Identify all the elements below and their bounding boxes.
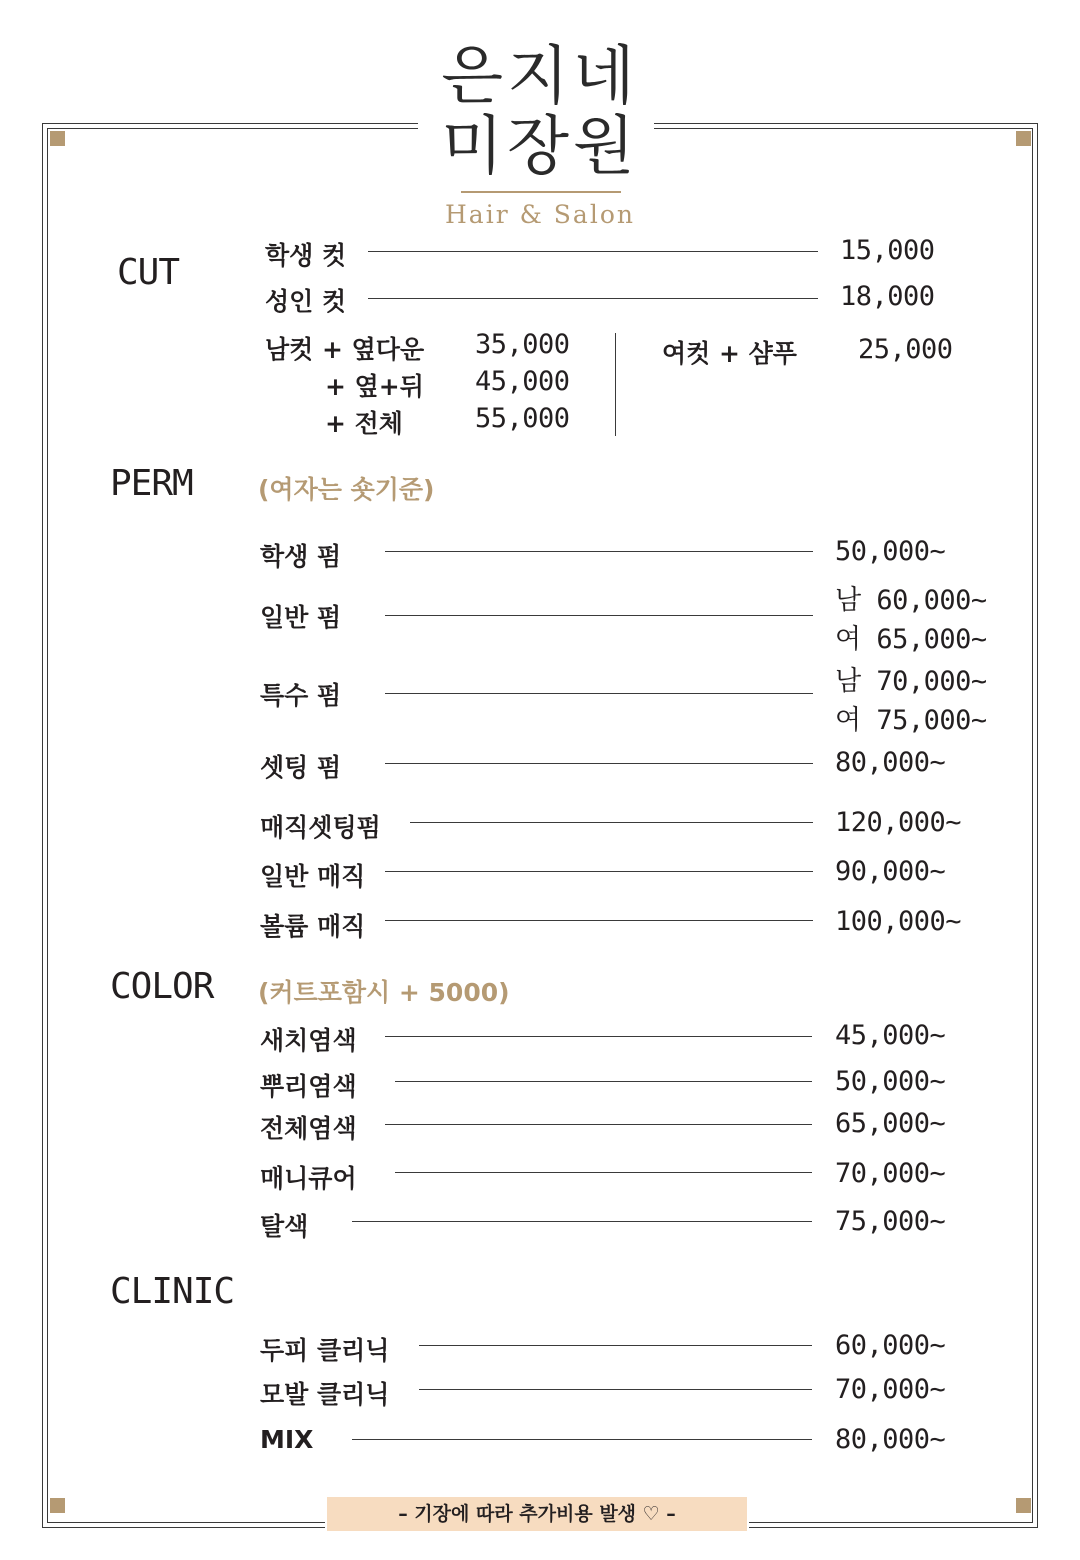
cut-men-side-price: 45,000 <box>475 366 570 397</box>
title-divider <box>461 191 621 193</box>
perm-item-price: 90,000~ <box>835 856 946 887</box>
clinic-item-price: 60,000~ <box>835 1330 946 1361</box>
leader-line <box>385 1036 812 1037</box>
clinic-item-price: 70,000~ <box>835 1374 946 1405</box>
section-heading-clinic: CLINIC <box>110 1271 235 1312</box>
clinic-item-label: 두피 클리닉 <box>260 1336 390 1365</box>
corner-ornament-bottom-left <box>50 1498 65 1513</box>
perm-item-price-male: 남 60,000~ <box>835 585 987 616</box>
salon-name-line2: 미장원 <box>441 110 639 184</box>
cut-men-all-label: + 전체 <box>325 409 403 438</box>
perm-item-price: 80,000~ <box>835 747 946 778</box>
perm-item-label: 특수 펌 <box>260 681 342 710</box>
color-note: (커트포함시 + 5000) <box>258 978 510 1007</box>
cut-men-side-label: + 옆+뒤 <box>325 372 424 401</box>
color-item-price: 75,000~ <box>835 1206 946 1237</box>
perm-item-price-male: 남 70,000~ <box>835 666 987 697</box>
leader-line <box>395 1172 812 1173</box>
leader-line <box>385 871 813 872</box>
perm-item-label: 볼륨 매직 <box>260 912 366 941</box>
color-item-price: 45,000~ <box>835 1020 946 1051</box>
salon-name-line1: 은지네 <box>441 40 639 114</box>
perm-item-label: 매직셋팅펌 <box>260 813 381 842</box>
perm-item-price: 100,000~ <box>835 906 962 937</box>
salon-subtitle: Hair & Salon <box>445 200 635 229</box>
section-heading-perm: PERM <box>110 463 193 504</box>
leader-line <box>385 693 813 694</box>
color-item-price: 65,000~ <box>835 1108 946 1139</box>
leader-line <box>385 763 813 764</box>
cut-women-price: 25,000 <box>858 334 953 365</box>
clinic-item-label: 모발 클리닉 <box>260 1380 390 1409</box>
perm-item-price-female: 여 65,000~ <box>835 624 987 655</box>
perm-item-label: 셋팅 펌 <box>260 753 342 782</box>
cut-student-label: 학생 컷 <box>265 241 347 270</box>
perm-item-label: 일반 펌 <box>260 603 342 632</box>
cut-adult-label: 성인 컷 <box>265 287 347 316</box>
cut-men-price: 35,000 <box>475 329 570 360</box>
footer-notice: – 기장에 따라 추가비용 발생 ♡ – <box>327 1497 747 1531</box>
clinic-item-label: MIX <box>260 1425 314 1454</box>
leader-line <box>385 551 813 552</box>
cut-women-label: 여컷 + 샴푸 <box>662 339 797 368</box>
color-item-label: 전체염색 <box>260 1114 357 1143</box>
cut-column-divider <box>615 333 616 436</box>
leader-line <box>385 920 813 921</box>
leader-line <box>368 298 818 299</box>
leader-line <box>385 615 813 616</box>
color-item-label: 매니큐어 <box>260 1164 357 1193</box>
leader-line <box>419 1345 812 1346</box>
perm-item-price: 120,000~ <box>835 807 962 838</box>
cut-men-label: 남컷 + 옆다운 <box>265 335 425 364</box>
section-heading-cut: CUT <box>117 252 180 293</box>
leader-line <box>352 1439 812 1440</box>
leader-line <box>385 1124 812 1125</box>
perm-item-price-female: 여 75,000~ <box>835 705 987 736</box>
color-item-label: 새치염색 <box>260 1026 357 1055</box>
color-item-price: 70,000~ <box>835 1158 946 1189</box>
clinic-item-price: 80,000~ <box>835 1424 946 1455</box>
leader-line <box>395 1081 812 1082</box>
perm-note: (여자는 숏기준) <box>258 475 435 504</box>
cut-men-all-price: 55,000 <box>475 403 570 434</box>
leader-line <box>352 1221 812 1222</box>
color-item-label: 뿌리염색 <box>260 1072 357 1101</box>
cut-adult-price: 18,000 <box>840 281 935 312</box>
cut-student-price: 15,000 <box>840 235 935 266</box>
perm-item-label: 학생 펌 <box>260 542 342 571</box>
section-heading-color: COLOR <box>110 966 214 1007</box>
color-item-price: 50,000~ <box>835 1066 946 1097</box>
leader-line <box>410 822 813 823</box>
perm-item-price: 50,000~ <box>835 536 946 567</box>
perm-item-label: 일반 매직 <box>260 862 366 891</box>
color-item-label: 탈색 <box>260 1212 309 1241</box>
corner-ornament-bottom-right <box>1016 1498 1031 1513</box>
leader-line <box>419 1389 812 1390</box>
leader-line <box>368 251 818 252</box>
